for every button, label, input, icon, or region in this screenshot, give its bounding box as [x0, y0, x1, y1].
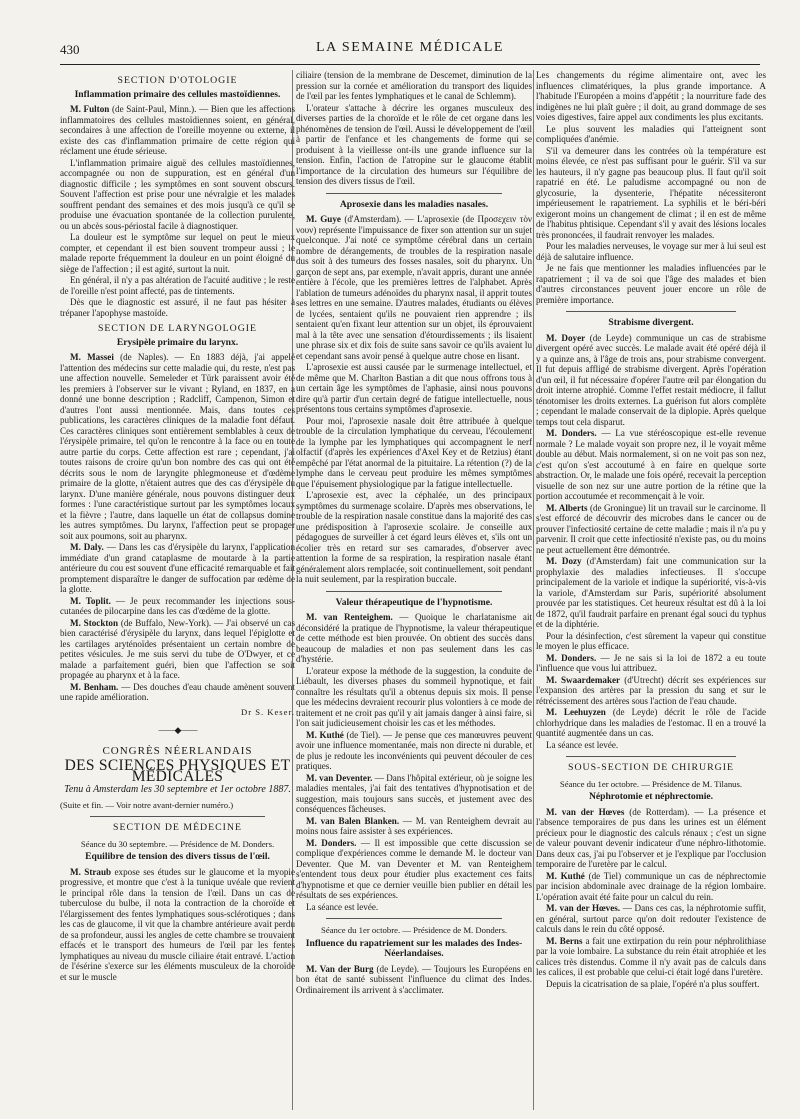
- congress-title: DES SCIENCES PHYSIQUES ET MÉDICALES: [64, 757, 291, 785]
- paragraph: L'inflammation primaire aiguë des cellules mastoïdiennes, accompagnée ou non de suppuration, est en général d'un diagnostic difficile ; les symptômes en sont souvent obscurs. Souvent l'affection est prise pour une névralgie et les malades souffrent pendant des semaines et des mois jusqu'à ce qu'il se produise une évacuation spontanée de la collection purulente, ou un abcès sous-périostal facile à diagnostiquer.: [60, 157, 295, 231]
- paragraph-text: (de Leyde) décrit le rôle de l'acide chlorhydrique dans les maladies de l'estomac. Il en a trouvé la quantité augmentée dans un cas.: [536, 707, 766, 738]
- paragraph: [536, 675, 766, 707]
- speaker-name: M. Donders.: [546, 428, 597, 438]
- speaker-name: M. Stockton: [70, 617, 119, 628]
- column-rule: [533, 70, 534, 1110]
- speaker-name: M. Toplit.: [70, 595, 111, 606]
- paragraph: [536, 653, 766, 674]
- paragraph: Depuis la cicatrisation de sa plaie, l'opéré n'a plus souffert.: [546, 978, 760, 989]
- paragraph: Pour la désinfection, c'est sûrement la vapeur qui constitue le moyen le plus efficace.: [536, 630, 766, 651]
- section-heading: SOUS-SECTION DE CHIRURGIE: [568, 762, 734, 773]
- paragraph: [60, 682, 295, 703]
- divider: [566, 756, 736, 757]
- speaker-name: M. Berns: [546, 935, 583, 946]
- paragraph: L'orateur s'attache à décrire les organes musculeux des diverses parties de la choroïde et le rôle de cet organe dans les phénomènes de tension de l'œil. Aussi le développement de l'œil à partir de l'enfance et les changements de forme qui se produisent à la vieillesse ont-ils une grande influence sur la tension. Enfin, l'action de l'atropine sur le glaucome établit l'importance de la circulation des humeurs sur l'équilibre de tension des divers tissus de l'œil.: [296, 102, 532, 186]
- paragraph: Les changements du régime alimentaire ont, avec les influences climatériques, la plus grande importance. A l'habitude l'Européen a moins d'appétit ; la nourriture fade des indigènes ne lui plaît guère ; il doit, au grand dommage de ses voies digestives, faire appel aux condiments les plus excitants.: [536, 70, 766, 122]
- page-number: 430: [60, 42, 80, 57]
- divider: [326, 591, 502, 592]
- paragraph: [60, 867, 295, 983]
- paragraph-text: (de Leyde) communique un cas de strabisme divergent opéré avec succès. Le malade avait été opéré déjà il y a quinze ans, à l'âge de trois ans, pour strabisme convergent. Il fut depuis affligé de strabisme divergent. Après l'opération d'un œil, il fut nécessaire d'opérer l'autre œil par élongation du droit interne atrophié. Comme l'effet restait médiocre, il fallut ténotomiser les droits externes. La guérison fut alors complète ; cependant le malade conservait de la diplopie. Après quelque temps tout cela disparut.: [536, 332, 766, 427]
- paragraph: [60, 104, 295, 157]
- paragraph: [536, 807, 766, 870]
- speaker-name: M. van Renteighem.: [306, 612, 393, 622]
- speaker-name: M. Guye: [306, 214, 341, 224]
- paragraph: S'il va demeurer dans les contrées où la température est moins élevée, ce n'est pas suffisant pour le guérir. S'il va sur les hauteurs, il n'y gagne pas beaucoup plus. Il faut qu'il soit rapatrié en été. Le paludisme accompagné ou non de glycosurie, la dysenterie, l'hépatite nécessiteront impérieusement le rapatriement. La syphilis et le béri-béri exigeront moins un changement de climat ; il en est de même de l'habitus phtisique. Cependant s'il y avait des lésions locales très prononcées, il faudrait renvoyer les malades.: [536, 145, 766, 240]
- paragraph-text: (de Groningue) lit un travail sur le carcinome. Il s'est efforcé de découvrir des microbes dans le cancer ou de prouver l'infectiosité certaine de cette maladie ; mais il n'a pu y parvenir. Il croit que cette infectiosité n'existe pas, ou du moins ne peut actuellement être démontrée.: [536, 502, 766, 555]
- paragraph-text: (d'Amsterdam). — L'aprosexie (de Προσεχειν τὸν νουν) représente l'impuissance de fixer son attention sur un sujet quelconque. J'ai noté ce symptôme cérébral dans un certain nombre de dérangements, de troubles de la respiration nasale dus soit à des tumeurs des fosses nasales, soit du pharynx. Un garçon de sept ans, par exemple, n'avait appris, durant une année entière à l'école, que les premières lettres de l'alphabet. Après l'ablation de tumeurs adénoïdes du pharynx nasal, il apprit toutes ses lettres en une semaine. D'autres malades, étudiants ou élèves de lycées, sentaient qu'ils ne pouvaient rien apprendre ; ils sentaient qu'en fixant leur attention sur un objet, ils éprouvaient mal à la tête avec une sensation d'étourdissements ; ils lisaient une phrase six et dix fois de suite sans savoir ce qu'ils avaient lu et cependant sans avoir pensé à quelque autre chose en lisant.: [296, 214, 532, 361]
- paragraph: En général, il n'y a pas altération de l'acuité auditive ; le reste de l'oreille n'est point affecté, pas de tintements.: [60, 275, 295, 296]
- speaker-name: M. van Deventer.: [306, 772, 373, 783]
- paragraph-text: — La vue stéréoscopique est-elle revenue normale ? Le malade voyait son propre nez, il le voyait même double au début. Mais normalement, si on ne voit pas son nez, c'est qu'on s'est accoutumé à en faire en quelque sorte abstraction. Or, le malade une fois opéré, recevait la perception visuelle de son nez sur une autre portion de la rétine que la portion accoutumée et recommençait à le voir.: [536, 428, 766, 501]
- paragraph: ciliaire (tension de la membrane de Descemet, diminution de la pression sur la cornée et amélioration du transport des liquides de l'œil par les fentes lymphatiques et le canal de Schlemm).: [296, 70, 532, 101]
- paragraph-text: — Des douches d'eau chaude amènent souvent une rapide amélioration.: [60, 681, 295, 702]
- paragraph-text: (d'Amsterdam) fait une communication sur la prophylaxie des maladies infectieuses. Il s'occupe principalement de la variole et indique la supériorité, vis-à-vis la variole, d'Amsterdam sur Paris, supériorité absolument prouvée par les statistiques. Cet heureux résultat est dû à la loi de 1872, qu'il faudrait parfaire en prenant égal souci du typhus et de la diphtérie.: [536, 556, 766, 629]
- paragraph: [536, 903, 766, 935]
- speaker-name: M. van der Hœves.: [546, 903, 621, 913]
- speaker-name: M. Alberts: [546, 502, 588, 513]
- speaker-name: M. Fulton: [70, 104, 110, 114]
- column-3: [536, 70, 766, 1110]
- paragraph-text: — Quoique le charlatanisme ait déconsidéré la pratique de l'hypnotisme, la valeur thérapeutique de cette méthode est bien prouvée. On obtient des succès dans beaucoup de maladies et non pas seulement dans les cas d'hystérie.: [296, 612, 532, 664]
- paragraph-text: — Il est impossible que cette discussion se complique d'expériences comme le demande M. le docteur van Deventer. Que M. van Deventer et M. van Renteighem s'entendent tous deux pour étudier plus exactement ces faits d'hypnotisme et que ce dernier veuille bien publier en détail les résultats de ses expériences.: [296, 837, 532, 900]
- paragraph-text: — Je peux recommander les injections sous-cutanées de pilocarpine dans les cas d'œdème de la glotte.: [60, 595, 295, 616]
- paragraph: [296, 816, 532, 837]
- paragraph: [536, 871, 766, 903]
- paragraph-text: (de Tiel). — Je pense que ces manœuvres peuvent avoir une influence momentanée, mais non directe ni durable, et de plus je redoute les inconvénients qui peuvent découler de ces pratiques.: [296, 729, 532, 771]
- paragraph-text: — Dans l'hôpital extérieur, où je soigne les maladies mentales, j'ai fait des tentatives d'hypnotisation et de suggestion, mais toujours sans succès, et justement avec des conséquences fâcheuses.: [296, 772, 532, 814]
- column-1: [60, 70, 295, 1110]
- paragraph: La séance est levée.: [306, 901, 379, 912]
- divider: [566, 311, 736, 312]
- paragraph: [296, 214, 532, 361]
- subheading: Aprosexie dans les maladies nasales.: [339, 198, 489, 210]
- author-signature: Dr S. Keser.: [240, 706, 295, 717]
- congress-dates: Tenu à Amsterdam les 30 septembre et 1er octobre 1887.: [64, 784, 291, 795]
- paragraph: L'aprosexie est aussi causée par le surmenage intellectuel, et de même que M. Charlton Bastian a dit que nous offrons tous à un certain âge les symptômes de l'aphasie, ainsi nous pouvons dire qu'à partir d'un certain degré de fatigue intellectuelle, nous présentons tous certains symptômes d'aprosexie.: [296, 362, 532, 414]
- paragraph: Pour les maladies nerveuses, le voyage sur mer à lui seul est déjà de salutaire influence.: [536, 241, 766, 262]
- paragraph: [60, 596, 295, 617]
- subheading: Valeur thérapeutique de l'hypnotisme.: [335, 596, 493, 608]
- session-line: Séance du 1er octobre. — Présidence de M. Donders.: [321, 925, 507, 935]
- speaker-name: M. van der Hœves: [546, 806, 625, 817]
- paragraph-text: expose ses études sur le glaucome et la myopie progressive, et montre que c'est à la tunique uvéale que revient le principal rôle dans la tension de l'œil. Dans un cas de tuberculose du bulbe, il nota la contraction de la choroïde et l'élargissement des fentes lymphatiques sous-sclérotiques ; dans les cas de glaucome, il vit que la chambre antérieure avait perdu de sa profondeur, aussi les angles de cette chambre se trouvaient effacés et le transport des humeurs de l'œil par les fentes lymphatiques au niveau du muscle ciliaire était entravé. L'action de l'ésérine s'exerce sur les éléments musculeux de la choroïde et sur le muscle: [60, 866, 295, 982]
- congress-heading: CONGRÈS NÉERLANDAIS: [102, 744, 253, 757]
- paragraph: Je ne fais que mentionner les maladies influencées par le rapatriement ; il va de soi que l'âge des malades et bien d'autres circonstances peuvent jouer encore un rôle de première importance.: [536, 263, 766, 305]
- divider: [326, 193, 502, 194]
- paragraph: [60, 542, 295, 595]
- paragraph-text: (de Rotterdam). — La présence et l'absence temporaires de pus dans les urines est un élément précieux pour le diagnostic des calculs rénaux ; c'est un signe de valeur pouvant devenir indicateur d'une néphro-lithotomie. Dans deux cas, j'ai pu l'observer et je l'explique par l'occlusion temporaire de l'uretère par le calcul.: [536, 806, 766, 869]
- paragraph: [60, 618, 295, 681]
- speaker-name: M. Donders.: [546, 652, 597, 663]
- speaker-name: M. Donders.: [306, 837, 357, 848]
- paragraph-text: (d'Utrecht) décrit ses expériences sur l'expansion des artères par la pression du sang et sur le rétrécissement des artères sous l'action de l'eau chaude.: [536, 674, 766, 706]
- running-title: LA SEMAINE MÉDICALE: [316, 40, 504, 55]
- column-2: [296, 70, 532, 1110]
- paragraph: [536, 936, 766, 978]
- paragraph-text: (de Tiel) communique un cas de néphrectomie par incision abdominale avec drainage de la région lombaire. L'opération avait été faite pour un calcul du rein.: [536, 870, 766, 902]
- paragraph-text: (de Leyde). — Toujours les Européens en bon état de santé subissent l'influence du climat des Indes. Ordinairement ils arrivent à s'acclimater.: [296, 963, 532, 995]
- paragraph: [296, 773, 532, 815]
- paragraph: La douleur est le symptôme sur lequel on peut le mieux compter, et cependant il est bien souvent trompeur aussi ; le malade reporte fréquemment la douleur en un point éloigné du siège de l'affection ; il est agité, surtout la nuit.: [60, 232, 295, 274]
- speaker-name: M. Dozy: [546, 556, 582, 566]
- speaker-name: M. Benham.: [70, 681, 119, 692]
- speaker-name: M. van Balen Blanken.: [306, 815, 400, 826]
- subheading: Equilibre de tension des divers tissus de l'œil.: [85, 851, 270, 862]
- subheading: Strabisme divergent.: [608, 317, 694, 328]
- speaker-name: M. Kuthé: [306, 729, 344, 740]
- page-header: [60, 38, 760, 65]
- paragraph-text: — Je ne sais si la loi de 1872 a eu toute l'influence que vous lui attribuez.: [536, 652, 766, 673]
- speaker-name: M. Leehuyzen: [546, 707, 606, 717]
- paragraph: Dès que le diagnostic est assuré, il ne faut pas hésiter à trépaner l'apophyse mastoïde.: [60, 297, 295, 318]
- speaker-name: M. Van der Burg: [306, 963, 374, 974]
- paragraph: Le plus souvent les maladies qui l'atteignent sont compliquées d'anémie.: [536, 123, 766, 144]
- paragraph: [296, 964, 532, 996]
- paragraph: [296, 730, 532, 772]
- paragraph-text: (de Saint-Paul, Minn.). — Bien que les affections inflammatoires des cellules mastoïdiennes soient, en général, secondaires à une affection de l'oreille moyenne ou externe, il existe des cas d'inflammation primaire de cette région qui réclament une étude sérieuse.: [60, 104, 295, 156]
- subheading: Influence du rapatriement sur les malades des Indes-Néerlandaises.: [305, 937, 523, 959]
- paragraph: [60, 352, 295, 541]
- paragraph-text: a fait une extirpation du rein pour néphrolithiase par la voie lombaire. La substance du rein était atrophiée et les calices très distendus. Comme il n'y avait pas de calculs dans les calices, il est probable que celui-ci était logé dans l'uretère.: [536, 935, 766, 977]
- paragraph: [536, 503, 766, 556]
- speaker-name: M. Straub: [70, 866, 112, 877]
- ornament: ——◆——: [158, 725, 197, 735]
- paragraph: La séance est levée.: [546, 739, 619, 750]
- section-heading: SECTION D'OTOLOGIE: [117, 75, 238, 86]
- subheading: Erysipèle primaire du larynx.: [116, 336, 239, 348]
- paragraph: [296, 612, 532, 665]
- paragraph-text: (de Naples). — En 1883 déjà, j'ai appelé l'attention des médecins sur cette maladie qui, du reste, n'est pas une affection nouvelle. Semeleder et Türk paraissent avoir été les premiers à l'observer sur le vivant ; Ryland, en 1837, en a donné une bonne description ; Radcliff, Campenon, Simon et d'autres l'ont aussi mentionnée. Mais, dans toutes ces publications, les caractères cliniques de la maladie font défaut. Ces caractères cliniques sont entièrement semblables à ceux de l'érysipèle primaire, tel qu'on le rencontre à la face ou en toute autre partie du corps. Cette affection est rare ; cependant, j'ai toutes raisons de croire qu'un bon nombre des cas qui ont été décrits sous le nom de laryngite phlegmoneuse et d'œdème primaire de la glotte, n'étaient autres que des cas d'érysipèle du larynx. D'une manière générale, nous pouvons distinguer deux formes : l'une caractéristique surtout par les symptômes locaux et la fièvre ; l'autre, dans laquelle un état de collapsus domine les autres symptômes. Du larynx, l'affection peut se propager soit aux poumons, soit au pharynx.: [60, 352, 295, 541]
- paragraph: [296, 838, 532, 901]
- paragraph: L'orateur expose la méthode de la suggestion, la conduite de Liébault, les diverses phases du sommeil hypnotique, et fait connaître les résultats qu'il a obtenus depuis six mois. Il pense que les médecins devraient recourir plus volontiers à ce mode de traitement et ne croit pas qu'il y ait jamais danger à ainsi faire, si l'on sait judicieusement choisir les cas et les méthodes.: [296, 665, 532, 728]
- paragraph: Pour moi, l'aprosexie nasale doit être attribuée à quelque trouble de la circulation lymphatique du cerveau, l'écoulement de la lymphe par les lymphatiques qui accompagnent le nerf olfactif (d'après les expériences d'Axel Key et de Retzius) étant empêché par l'état anormal de la pituitaire. La rétention (?) de la lymphe dans le cerveau peut produire les mêmes symptômes que l'épuisement physiologique par la fatigue intellectuelle.: [296, 415, 532, 489]
- paragraph: [536, 707, 766, 739]
- section-heading: SECTION DE MÉDECINE: [113, 822, 242, 833]
- divider: [326, 918, 502, 919]
- paragraph: [536, 556, 766, 630]
- paragraph-text: — Dans ces cas, la néphrotomie suffit, en général, surtout parce qu'on doit redouter l'existence de calculs dans le rein du côté opposé.: [536, 903, 766, 934]
- speaker-name: M. Daly.: [70, 542, 104, 552]
- paragraph-text: — M. van Renteighem devrait au moins nous faire assister à ses expériences.: [296, 815, 532, 836]
- speaker-name: M. Kuthé: [546, 870, 585, 881]
- speaker-name: M. Doyer: [546, 332, 586, 343]
- session-line: Séance du 30 septembre. — Présidence de M. Donders.: [80, 838, 275, 849]
- section-heading: SECTION DE LARYNGOLOGIE: [97, 323, 258, 334]
- speaker-name: M. Swaardemaker: [546, 674, 621, 685]
- speaker-name: M. Massei: [70, 352, 114, 362]
- paragraph: [536, 333, 766, 428]
- divider: [90, 816, 265, 817]
- paragraph-text: — Dans les cas d'érysipèle du larynx, l'application immédiate d'un grand cataplasme de moutarde à la partie antérieure du cou est souvent d'une efficacité remarquable et fait promptement disparaître le danger de suffocation par œdème de la glotte.: [60, 542, 295, 594]
- subheading: Inflammation primaire des cellules mastoïdiennes.: [74, 88, 281, 100]
- paragraph-text: (de Buffalo, New-York). — J'ai observé un cas bien caractérisé d'érysipèle du larynx, dans lequel l'épiglotte et les cartilages aryténoïdes présentaient un certain nombre de petites vésicules. Je me suis servi du tube de O'Dwyer, et ce malade a parfaitement guéri, bien que l'affection se soit propagée au pharynx et à la face.: [60, 617, 295, 680]
- session-line: Séance du 1er octobre. — Présidence de M. Tilanus.: [559, 778, 743, 789]
- paragraph: [536, 428, 766, 502]
- subheading: Néphrotomie et néphrectomie.: [588, 791, 714, 802]
- continuation-note: (Suite et fin. — Voir notre avant-dernier numéro.): [60, 799, 234, 810]
- paragraph: L'aprosexie est, avec la céphalée, un des principaux symptômes du surmenage scolaire. D'après mes observations, le trouble de la respiration nasale constitue dans la majorité des cas une prédisposition à l'aprosexie scolaire. Je conseille aux pédagogues de surveiller à cet égard leurs élèves et, s'ils ont un écolier très en retard sur ses camarades, d'observer avec attention la forme de sa respiration, la respiration nasale étant généralement alors remplacée, soit continuellement, soit pendant la nuit seulement, par la respiration buccale.: [296, 490, 532, 584]
